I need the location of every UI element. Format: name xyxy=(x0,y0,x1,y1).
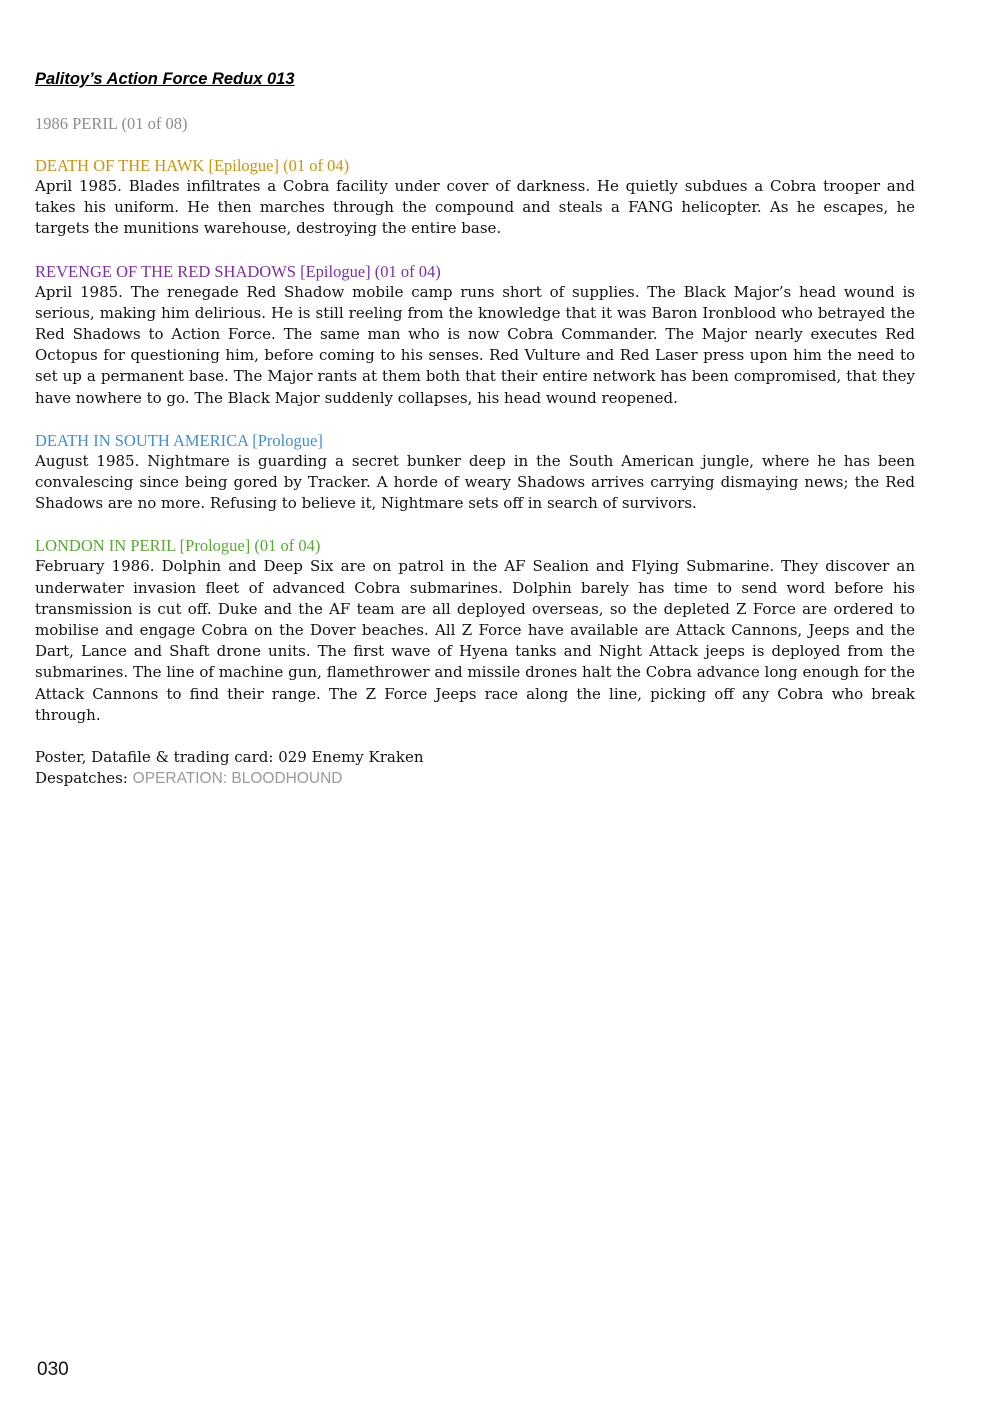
section-london-in-peril xyxy=(35,535,915,726)
section-revenge-of-the-red-shadows xyxy=(35,261,915,409)
section-heading: REVENGE OF THE RED SHADOWS [Epilogue] (01 of 04) xyxy=(35,261,441,281)
despatches-label: Despatches: xyxy=(35,769,133,788)
despatches-value: OPERATION: BLOODHOUND xyxy=(132,770,343,788)
series-label: 1986 PERIL (01 of 08) xyxy=(35,114,188,133)
section-body: August 1985. Nightmare is guarding a secret bunker deep in the South American jungle, where he has been convalescing since being gored by Tracker. A horde of weary Shadows arrives carrying dismaying news; the Red Shadows are no more. Refusing to believe it, Nightmare sets off in search of survivors. xyxy=(35,451,915,513)
section-death-of-the-hawk xyxy=(35,155,915,240)
section-heading: DEATH OF THE HAWK [Epilogue] (01 of 04) xyxy=(35,156,350,175)
document-title: Palitoy’s Action Force Redux 013 xyxy=(35,70,295,88)
section-body: April 1985. Blades infiltrates a Cobra facility under cover of darkness. He quietly subdues a Cobra trooper and takes his uniform. He then marches through the compound and steals a FANG helicopter. As he escapes, he targets the munitions warehouse, destroying the entire base. xyxy=(35,177,915,238)
section-body: February 1986. Dolphin and Deep Six are on patrol in the AF Sealion and Flying Submarine. They discover an underwater invasion fleet of advanced Cobra submarines. Dolphin barely has time to send word before his transmission is cut off. Duke and the AF team are all deployed overseas, so the depleted Z Force are ordered to mobilise and engage Cobra on the Dover beaches. All Z Force have available are Attack Cannons, Jeeps and the Dart, Lance and Shaft drone units. The first wave of Hyena tanks and Night Attack jeeps is deployed from the submarines. The line of machine gun, flamethrower and missile drones halt the Cobra advance long enough for the Attack Cannons to find their range. The Z Force Jeeps race along the line, picking off any Cobra who break through. xyxy=(35,557,915,724)
despatches-line xyxy=(35,768,915,789)
section-heading: DEATH IN SOUTH AMERICA [Prologue] xyxy=(35,430,323,450)
extras-line: Poster, Datafile & trading card: 029 Enemy Kraken xyxy=(35,748,424,767)
document-footer-notes xyxy=(35,747,915,789)
section-body: April 1985. The renegade Red Shadow mobile camp runs short of supplies. The Black Major’s head wound is serious, making him delirious. He is still reeling from the knowledge that it was Baron Ironblood who betrayed the Red Shadows to Action Force. The same man who is now Cobra Commander. The Major nearly executes Red Octopus for questioning him, before coming to his senses. Red Vulture and Red Laser press upon him the need to set up a permanent base. The Major rants at them both that their entire network has been compromised, that they have nowhere to go. The Black Major suddenly collapses, his head wound reopened. xyxy=(35,282,915,407)
section-heading: LONDON IN PERIL [Prologue] (01 of 04) xyxy=(35,536,321,556)
document-page xyxy=(35,68,915,789)
page-number: 030 xyxy=(37,1359,69,1380)
section-death-in-south-america xyxy=(35,430,915,515)
